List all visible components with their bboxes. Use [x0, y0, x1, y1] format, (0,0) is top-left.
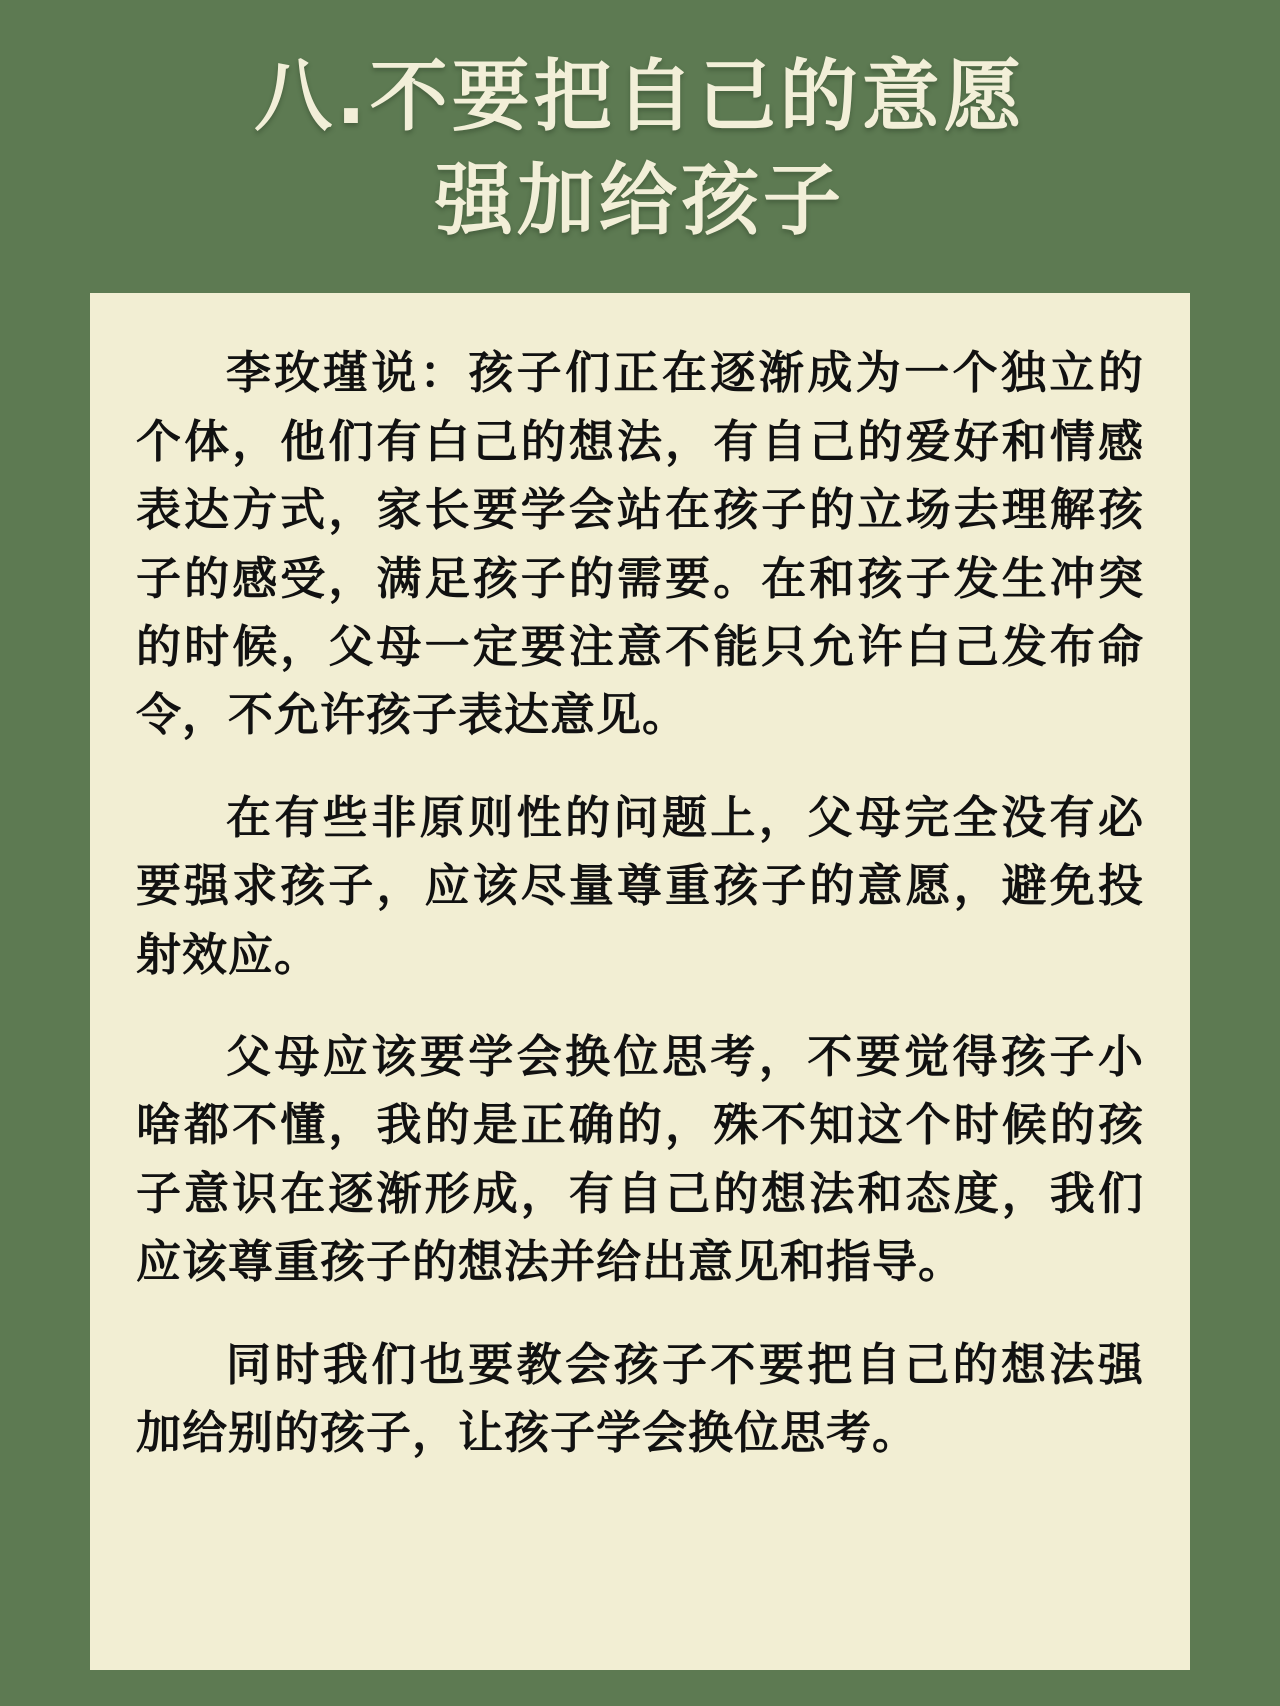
content-panel	[90, 293, 1190, 1670]
body-paragraph: 父母应该要学会换位思考，不要觉得孩子小啥都不懂，我的是正确的，殊不知这个时候的孩子意识在逐渐形成，有自己的想法和态度，我们应该尊重孩子的想法并给出意见和指导。	[136, 1029, 1144, 1289]
page-title	[0, 0, 1280, 263]
body-paragraph: 李玫瑾说：孩子们正在逐渐成为一个独立的个体，他们有白己的想法，有自己的爱好和情感表达方式，家长要学会站在孩子的立场去理解孩子的感受，满足孩子的需要。在和孩子发生冲突的时候，父母一定要注意不能只允许白己发布命令，不允许孩子表达意见。	[136, 346, 1144, 742]
body-paragraph: 在有些非原则性的问题上，父母完全没有必要强求孩子，应该尽量尊重孩子的意愿，避免投射效应。	[136, 790, 1144, 981]
body-paragraph: 同时我们也要教会孩子不要把自己的想法强加给别的孩子，让孩子学会换位思考。	[136, 1337, 1144, 1459]
title-line-2: 强加给孩子	[434, 155, 845, 246]
title-line-1: 八.不要把自己的意愿	[254, 52, 1026, 142]
